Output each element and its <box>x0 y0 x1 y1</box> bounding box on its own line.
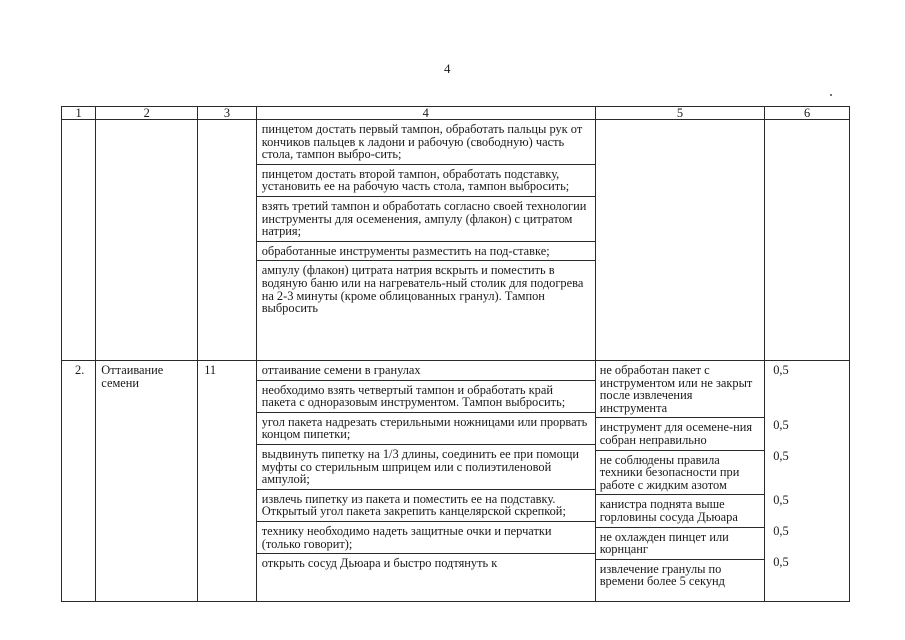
row2-number: 2. <box>62 361 96 602</box>
header-col-2: 2 <box>96 107 198 120</box>
score-value: 0,5 <box>773 493 789 507</box>
error-item: инструмент для осемене-ния собран неправильно <box>596 417 765 449</box>
score-value: 0,5 <box>773 449 789 463</box>
step-item: пинцетом достать второй тампон, обработать подставку, установить ее на рабочую часть стола, тампон выбросить; <box>257 164 595 196</box>
step-item: обработанные инструменты разместить на под-ставке; <box>257 241 595 261</box>
row2-stage-name: Оттаивание семени <box>96 361 198 602</box>
score-value: 0,5 <box>773 363 789 377</box>
score-value: 0,5 <box>773 555 789 569</box>
row1-steps-cell <box>256 120 595 361</box>
step-item: пинцетом достать первый тампон, обработать пальцы рук от кончиков пальцев к ладони и рабочую (свободную) часть стола, тампон выбро-сить; <box>261 122 583 162</box>
error-item: канистра поднята выше горловины сосуда Дьюара <box>596 494 765 526</box>
step-item: открыть сосуд Дьюара и быстро подтянуть к <box>257 553 595 573</box>
error-item: извлечение гранулы по времени более 5 секунд <box>596 559 765 591</box>
header-col-5: 5 <box>595 107 765 120</box>
row2-scores-cell <box>765 361 850 602</box>
scan-speck <box>830 94 832 96</box>
page-number: 4 <box>444 61 451 76</box>
table-row <box>62 361 850 602</box>
header-col-1: 1 <box>62 107 96 120</box>
error-item: не соблюдены правила техники безопасности при работе с жидким азотом <box>596 450 765 495</box>
step-item: оттаивание семени в гранулах <box>261 363 421 377</box>
row1-num-cell <box>62 120 96 361</box>
row1-time-cell <box>198 120 257 361</box>
step-item: угол пакета надрезать стерильными ножницами или прорвать концом пипетки; <box>257 412 595 444</box>
row1-name-cell <box>96 120 198 361</box>
step-item: взять третий тампон и обработать согласно своей технологии инструменты для осеменения, ампулу (флакон) с цитратом натрия; <box>257 196 595 241</box>
row2-steps-cell <box>256 361 595 602</box>
table-header-row <box>62 107 850 120</box>
header-col-4: 4 <box>256 107 595 120</box>
step-item: технику необходимо надеть защитные очки и перчатки (только говорит); <box>257 521 595 553</box>
step-item: извлечь пипетку из пакета и поместить ее на подставку. Открытый угол пакета закрепить канцелярской скрепкой; <box>257 489 595 521</box>
table-row <box>62 120 850 361</box>
error-item: не обработан пакет с инструментом или не закрыт после извлечения инструмента <box>599 363 753 415</box>
criteria-table <box>61 106 850 602</box>
row1-scores-cell <box>765 120 850 361</box>
step-item: ампулу (флакон) цитрата натрия вскрыть и поместить в водяную баню или на нагреватель-ный столик для подогрева на 2-3 минуты (кроме облицованных гранул). Тампон выбросить <box>257 260 595 317</box>
header-col-3: 3 <box>198 107 257 120</box>
header-col-6: 6 <box>765 107 850 120</box>
row1-errors-cell <box>595 120 765 361</box>
row2-time: 11 <box>198 361 257 602</box>
step-item: необходимо взять четвертый тампон и обработать край пакета с одноразовым инструментом. Тампон выбросить; <box>257 380 595 412</box>
row2-errors-cell <box>595 361 765 602</box>
step-item: выдвинуть пипетку на 1/3 длины, соединить ее при помощи муфты со стерильным шприцем или с полиэтиленовой ампулой; <box>257 444 595 489</box>
error-item: не охлажден пинцет или корнцанг <box>596 527 765 559</box>
score-value: 0,5 <box>773 418 789 432</box>
score-value: 0,5 <box>773 524 789 538</box>
